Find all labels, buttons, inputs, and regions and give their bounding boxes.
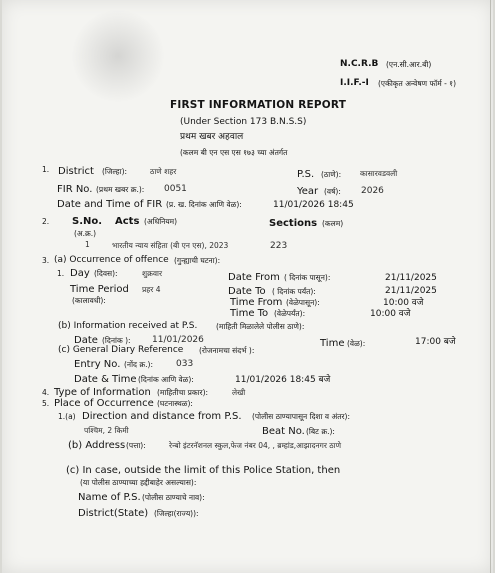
district-value: ठाणे शहर [150, 167, 177, 176]
fir-label-marathi: (प्रथम खबर क्र.): [96, 185, 145, 194]
date-to-value: 21/11/2025 [385, 286, 437, 296]
ncrb-marathi: (एन.सी.आर.बी) [386, 60, 432, 69]
item-number-1: 1. [42, 165, 50, 174]
time-from-label: Time From [230, 297, 283, 308]
document-page [2, 0, 493, 573]
date-from-label-marathi: ( दिनांक पासून): [284, 273, 331, 282]
iif-label: I.I.F.-I [340, 78, 369, 88]
sno-header-marathi: (अ.क्र.) [74, 229, 97, 238]
ps-name-label-marathi: (पोलीस ठाण्याचे नाव): [142, 493, 205, 502]
item-number-4: 4. [42, 388, 50, 397]
time-from-value: 10:00 वजे [383, 298, 424, 308]
received-time-label: Time [320, 338, 345, 349]
info-type-label-marathi: (माहितीचा प्रकार): [157, 388, 209, 397]
outside-limit-label-marathi: (या पोलीस ठाण्याच्या हद्दीबाहेर असल्यास): [80, 478, 197, 487]
time-period-label: Time Period [70, 284, 129, 295]
day-label-marathi: (दिवस): [94, 269, 118, 278]
entry-no-value: 033 [176, 359, 194, 369]
ps-label: P.S. [297, 169, 315, 180]
ps-value: कासारवडवली [360, 169, 398, 178]
occurrence-label-marathi: (गुन्ह्याची घटना): [174, 256, 221, 265]
general-diary-label-marathi: (रोजनामचा संदर्भ ): [199, 346, 255, 355]
date-to-label: Date To [228, 286, 266, 297]
district-state-label: District(State) [78, 508, 149, 519]
occurrence-label: (a) Occurrence of offence [54, 255, 169, 265]
date-from-value: 21/11/2025 [385, 273, 437, 283]
iif-marathi: (एकीकृत अन्वेषण फॉर्म - १) [378, 79, 456, 88]
date-from-label: Date From [228, 272, 280, 283]
info-received-label: (b) Information received at P.S. [58, 321, 198, 331]
diary-datetime-label-marathi: (दिनांक आणि वेळ): [138, 375, 194, 384]
year-label-marathi: (वर्ष): [324, 187, 341, 196]
title-marathi: प्रथम खबर अहवाल [180, 132, 244, 142]
district-label: District [58, 166, 94, 177]
time-to-label-marathi: (वेळेपर्यंत): [274, 309, 306, 318]
address-label: (b) Address [68, 440, 126, 451]
acts-header: Acts [115, 216, 140, 227]
info-received-label-marathi: (माहिती मिळालेले पोलीस ठाणे): [216, 322, 305, 331]
date-to-label-marathi: ( दिनांक पर्यंत): [272, 287, 316, 296]
address-label-marathi: (पत्ता): [126, 441, 146, 450]
acts-header-marathi: (अधिनियम) [144, 217, 178, 226]
fir-label: FIR No. [57, 184, 93, 195]
entry-no-label: Entry No. [74, 359, 121, 370]
police-seal-watermark [72, 10, 164, 102]
district-state-label-marathi: (जिल्हा(राज्य)): [154, 509, 199, 518]
day-number: 1. [57, 269, 65, 278]
ncrb-label: N.C.R.B [340, 59, 379, 69]
place-item-number: 1.(a) [58, 412, 76, 421]
place-label: Place of Occurrence [54, 398, 154, 409]
item-number-5: 5. [42, 399, 50, 408]
fir-date-label: Date and Time of FIR [57, 199, 163, 210]
received-time-label-marathi: (वेळ): [347, 339, 366, 348]
act-row-section: 223 [270, 241, 288, 251]
fir-date-label-marathi: (प्र. ख. दिनांक आणि वेळ): [166, 200, 242, 209]
time-period-value: प्रहर 4 [142, 285, 161, 294]
beat-no-label: Beat No. [262, 426, 305, 437]
time-to-label: Time To [230, 308, 269, 319]
sno-header: S.No. [72, 216, 103, 227]
day-value: शुक्रवार [142, 269, 163, 278]
outside-limit-label: (c) In case, outside the limit of this Police Station, then [66, 465, 341, 476]
under-section: (Under Section 173 B.N.S.S) [180, 117, 307, 127]
district-label-marathi: (जिल्हा): [102, 167, 128, 176]
received-date-value: 11/01/2026 [152, 335, 204, 345]
day-label: Day [70, 268, 90, 279]
direction-label: Direction and distance from P.S. [82, 411, 242, 422]
beat-no-label-marathi: (बिट क्र.): [306, 427, 335, 436]
ps-label-marathi: (ठाणे): [321, 170, 342, 179]
fir-value: 0051 [164, 184, 187, 194]
direction-value: पश्चिम, 2 किमी [84, 426, 129, 435]
time-period-label-marathi: (कालावधी): [72, 296, 106, 305]
sections-header: Sections [269, 218, 318, 229]
general-diary-label: (c) General Diary Reference [58, 345, 184, 355]
section-marathi: (कलम बी एन एस एस १७३ च्या अंतर्गत [180, 148, 288, 157]
act-row-act: भारतीय न्याय संहिता (बी एन एस), 2023 [112, 241, 229, 250]
entry-no-label-marathi: (नोंद क्र.): [124, 360, 153, 369]
report-title: FIRST INFORMATION REPORT [170, 99, 347, 111]
ps-name-label: Name of P.S. [78, 492, 141, 503]
received-date-label-marathi: (दिनांक ): [102, 336, 131, 345]
info-type-label: Type of Information [54, 387, 151, 398]
page-edge [490, 0, 491, 573]
year-label: Year [297, 186, 319, 197]
time-to-value: 10:00 वजे [370, 309, 411, 319]
info-type-value: लेखी [232, 388, 246, 397]
item-number-2: 2. [42, 217, 50, 226]
time-from-label-marathi: (वेळेपासून): [286, 298, 320, 307]
received-time-value: 17:00 बजे [415, 337, 456, 347]
act-row-sno: 1 [85, 240, 90, 249]
item-number-3: 3. [42, 256, 50, 265]
diary-datetime-label: Date & Time [74, 374, 137, 385]
place-label-marathi: (घटनास्थळ): [157, 399, 193, 408]
sections-header-marathi: (कलम) [322, 219, 344, 228]
diary-datetime-value: 11/01/2026 18:45 बजे [235, 375, 331, 385]
received-date-label: Date [74, 335, 98, 346]
address-value: रेन्बो इंटरनॅशनल स्कुल,फेज नंबर 04, , ब्रम्हांड,आझादनगर ठाणे [169, 441, 341, 450]
fir-date-value: 11/01/2026 18:45 [273, 200, 354, 210]
year-value: 2026 [361, 186, 384, 196]
direction-label-marathi: (पोलीस ठाण्यापासून दिशा व अंतर): [252, 412, 351, 421]
